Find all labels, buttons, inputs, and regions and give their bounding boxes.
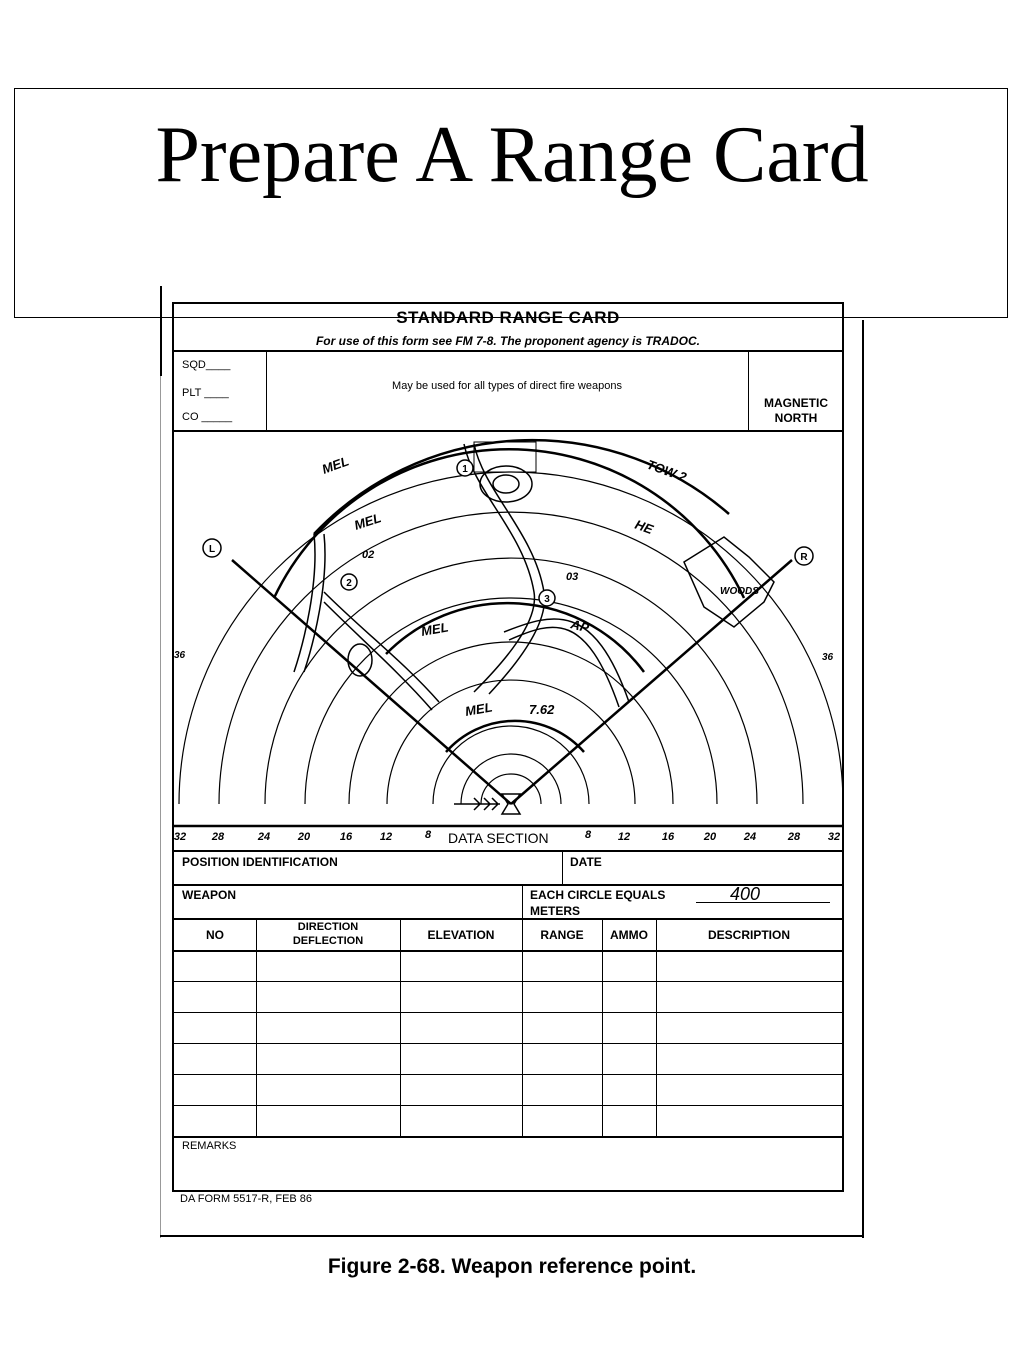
- table-row: [174, 1043, 842, 1044]
- left-marker-label: L: [208, 544, 216, 555]
- label-tow: TOW 2: [644, 456, 689, 485]
- hill-contour: [493, 475, 519, 493]
- col-header-description: DESCRIPTION: [707, 928, 790, 942]
- col-divider: [656, 918, 657, 1136]
- table-row: [174, 1105, 842, 1106]
- scale-left-tick: 16: [339, 831, 353, 843]
- weapon-label: WEAPON: [182, 888, 236, 902]
- scale-right-tick: 8: [584, 829, 592, 841]
- col-header-direction: DIRECTION DEFLECTION: [292, 921, 364, 947]
- form-number: DA FORM 5517-R, FEB 86: [180, 1193, 313, 1205]
- range-circle: [219, 512, 803, 804]
- card-frame-edge: [160, 376, 161, 1238]
- divider: [174, 1136, 842, 1138]
- col-divider: [400, 918, 401, 1136]
- range-card-form: [172, 302, 844, 1192]
- data-section-label: DATA SECTION: [448, 830, 549, 846]
- scale-left-tick: 8: [424, 829, 432, 841]
- hill-hatch: [474, 442, 536, 472]
- label-mel-third: MEL: [419, 619, 450, 639]
- usage-note: May be used for all types of direct fire weapons: [392, 380, 622, 392]
- form-subtitle: For use of this form see FM 7-8. The proponent agency is TRADOC.: [315, 334, 701, 348]
- figure-caption: Figure 2-68. Weapon reference point.: [327, 1255, 697, 1278]
- scale-left-tick: 12: [379, 831, 393, 843]
- table-row: [174, 1012, 842, 1013]
- label-woods: WOODS: [720, 586, 759, 597]
- co-label: CO _____: [182, 411, 233, 423]
- scale-right-tick: 24: [743, 831, 757, 843]
- underline: [696, 902, 830, 903]
- ref-point-1-label: 1: [462, 464, 468, 475]
- divider: [174, 950, 842, 952]
- label-caliber: 7.62: [529, 702, 555, 717]
- col-divider: [602, 918, 603, 1136]
- label-ap: AP: [569, 616, 591, 636]
- range-circle: [481, 774, 541, 804]
- col-header-range: RANGE: [540, 928, 584, 942]
- label-mel-outer: MEL: [319, 453, 351, 477]
- table-row: [174, 1074, 842, 1075]
- range-circle: [265, 558, 757, 804]
- range-circle: [387, 680, 635, 804]
- magnetic-north-label: MAGNETIC NORTH: [764, 396, 828, 425]
- sqd-label: SQD____: [182, 359, 231, 371]
- col-header-elevation: ELEVATION: [427, 928, 495, 942]
- scale-right-tick: 20: [703, 831, 717, 843]
- data-table: [174, 918, 842, 1138]
- left-axis-tick: 36: [174, 650, 186, 661]
- range-circle: [349, 642, 673, 804]
- scale-left-tick: 28: [211, 831, 225, 843]
- hill-contour: [480, 466, 532, 502]
- meters-label: METERS: [530, 904, 581, 918]
- scale-left-tick: 32: [173, 831, 187, 843]
- divider: [562, 850, 563, 884]
- plt-label: PLT ____: [182, 387, 229, 399]
- divider: [522, 884, 523, 918]
- remarks-label: REMARKS: [182, 1140, 237, 1152]
- label-ref3-value: 03: [566, 571, 579, 583]
- range-circle: [433, 726, 589, 804]
- col-header-no: NO: [206, 928, 224, 942]
- col-header-ammo: AMMO: [610, 928, 648, 942]
- position-id-label: POSITION IDENTIFICATION: [182, 855, 338, 869]
- card-frame-edge: [862, 320, 864, 1238]
- divider: [174, 350, 842, 352]
- range-circle: [461, 754, 561, 804]
- scale-left-tick: 20: [297, 831, 311, 843]
- divider: [174, 850, 842, 852]
- scale-right-tick: 16: [661, 831, 675, 843]
- form-title: STANDARD RANGE CARD: [396, 308, 620, 327]
- ref-point-3-label: 3: [544, 594, 550, 605]
- card-frame-edge: [160, 286, 162, 376]
- label-he: HE: [632, 516, 656, 537]
- card-frame-edge: [160, 1235, 863, 1237]
- right-axis-tick: 36: [822, 652, 834, 663]
- circle-equals-label: EACH CIRCLE EQUALS: [530, 888, 666, 902]
- circle-equals-value: 400: [730, 884, 761, 904]
- col-divider: [256, 918, 257, 1136]
- label-ref2-value: 02: [362, 549, 375, 561]
- slide-title: Prepare A Range Card: [155, 111, 869, 199]
- scale-right-tick: 32: [827, 831, 841, 843]
- col-divider: [522, 918, 523, 1136]
- label-mel-second: MEL: [352, 510, 384, 533]
- table-row: [174, 981, 842, 982]
- ref-point-2-label: 2: [346, 578, 352, 589]
- scale-right-tick: 12: [617, 831, 631, 843]
- right-marker-label: R: [800, 552, 808, 563]
- divider: [748, 350, 749, 430]
- scale-left-tick: 24: [257, 831, 271, 843]
- label-mel-inner: MEL: [463, 699, 494, 719]
- scale-right-tick: 28: [787, 831, 801, 843]
- date-label: DATE: [570, 855, 602, 869]
